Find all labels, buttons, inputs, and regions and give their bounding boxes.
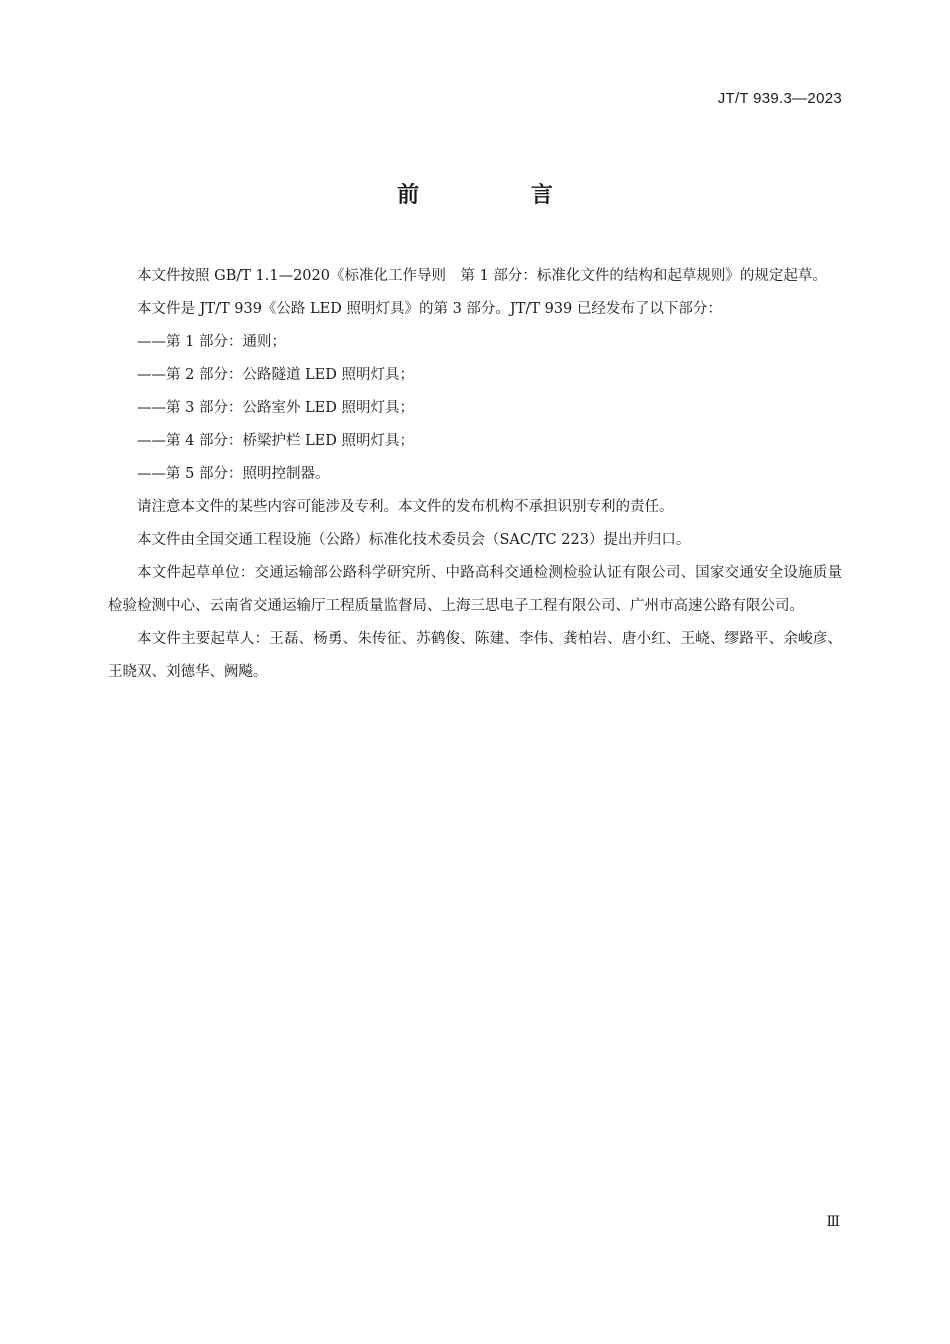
document-code: JT/T 939.3—2023 xyxy=(717,90,842,107)
list-item: ——第 1 部分：通则； xyxy=(137,334,286,350)
page-number: Ⅲ xyxy=(826,1214,840,1230)
paragraph-drafting-units: 本文件起草单位：交通运输部公路科学研究所、中路高科交通检测检验认证有限公司、国家交通安全设施质量检验检测中心、云南省交通运输厅工程质量监督局、上海三思电子工程有限公司、广州市高速公路有限公司。 xyxy=(108,565,842,614)
page-title: 前 言 xyxy=(397,183,605,208)
paragraph-drafting-rules: 本文件按照 GB/T 1.1—2020《标准化工作导则 第 1 部分：标准化文件的结构和起草规则》的规定起草。 xyxy=(137,268,827,284)
paragraph-proposer: 本文件由全国交通工程设施（公路）标准化技术委员会（SAC/TC 223）提出并归口。 xyxy=(137,532,691,548)
list-item: ——第 3 部分：公路室外 LED 照明灯具； xyxy=(137,400,414,416)
paragraph-drafters: 本文件主要起草人：王磊、杨勇、朱传征、苏鹤俊、陈建、李伟、龚柏岩、唐小红、王峣、缪路平、余峻彦、王晓双、刘德华、阙飚。 xyxy=(108,631,842,680)
paragraph-series-intro: 本文件是 JT/T 939《公路 LED 照明灯具》的第 3 部分。JT/T 939 已经发布了以下部分： xyxy=(137,301,722,317)
list-item: ——第 5 部分：照明控制器。 xyxy=(137,466,330,482)
paragraph-patent-notice: 请注意本文件的某些内容可能涉及专利。本文件的发布机构不承担识别专利的责任。 xyxy=(137,499,674,515)
list-item: ——第 2 部分：公路隧道 LED 照明灯具； xyxy=(137,367,414,383)
list-item: ——第 4 部分：桥梁护栏 LED 照明灯具； xyxy=(137,433,414,449)
foreword-body xyxy=(108,260,842,689)
